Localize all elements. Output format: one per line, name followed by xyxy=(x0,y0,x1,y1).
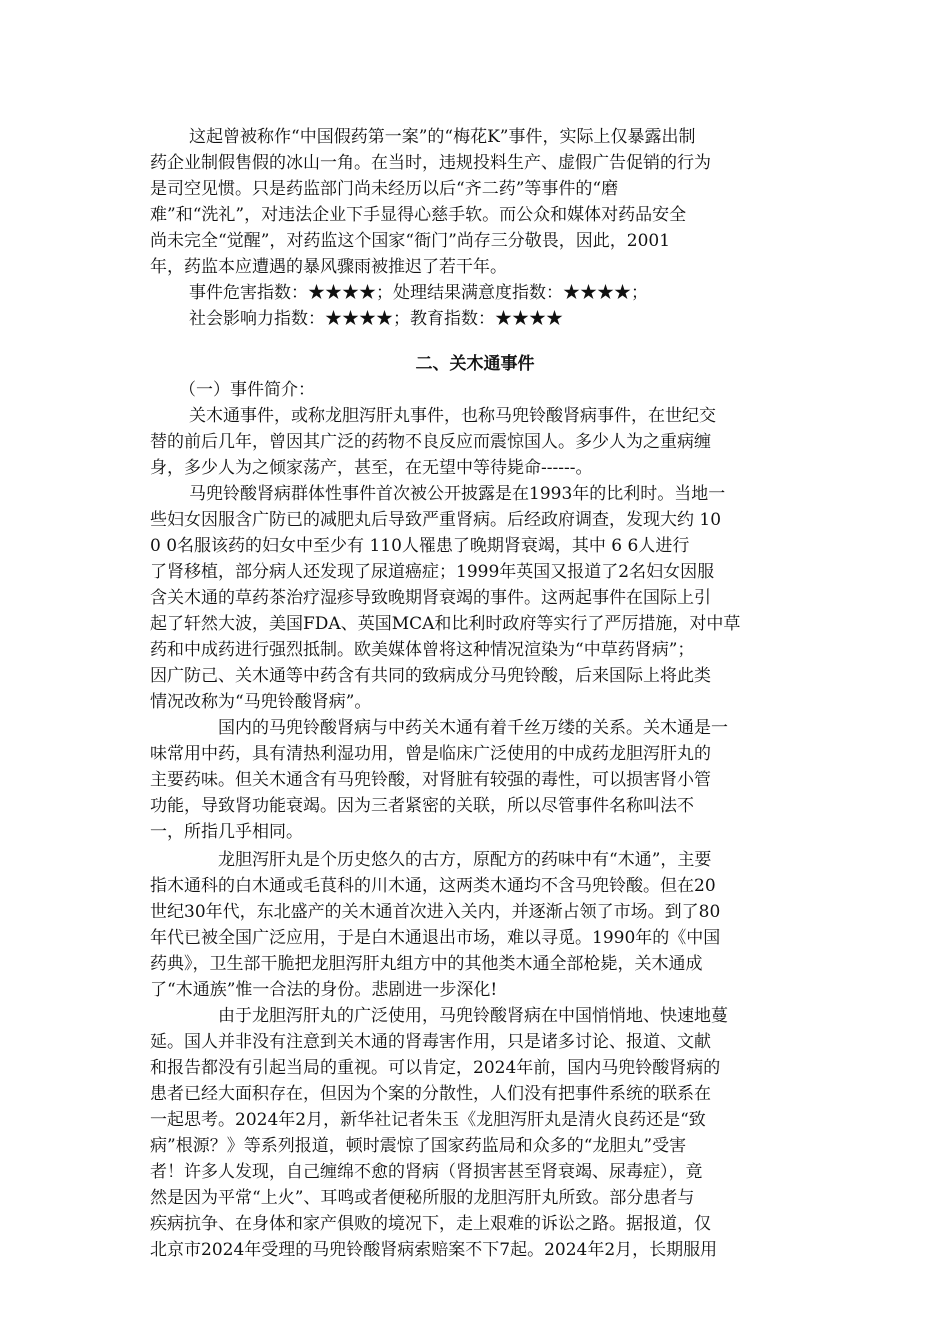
paragraph-line: 主要药味。但关木通含有马兜铃酸，对肾脏有较强的毒性，可以损害肾小管 xyxy=(150,770,711,790)
paragraph-line: 患者已经大面积存在，但因为个案的分散性，人们没有把事件系统的联系在 xyxy=(150,1084,711,1104)
paragraph-line: 和报告都没有引起当局的重视。可以肯定，2024年前，国内马兜铃酸肾病的 xyxy=(150,1058,721,1078)
paragraph-line: 龙胆泻肝丸是个历史悠久的古方，原配方的药味中有“木通”，主要 xyxy=(218,850,712,870)
paragraph-line: 然是因为平常“上火”、耳鸣或者便秘所服的龙胆泻肝丸所致。部分患者与 xyxy=(150,1188,695,1208)
paragraph-line: 因广防己、关木通等中药含有共同的致病成分马兜铃酸，后来国际上将此类 xyxy=(150,666,711,686)
paragraph-line: 难”和“洗礼”，对违法企业下手显得心慈手软。而公众和媒体对药品安全 xyxy=(150,205,687,225)
paragraph-line: 药典》，卫生部干脆把龙胆泻肝丸组方中的其他类木通全部枪毙，关木通成 xyxy=(150,954,703,974)
paragraph-line: 马兜铃酸肾病群体性事件首次被公开披露是在1993年的比利时。当地一 xyxy=(189,484,726,504)
rating-line-2: 社会影响力指数：★★★★；教育指数：★★★★ xyxy=(189,309,563,329)
paragraph-line: 含关木通的草药茶治疗湿疹导致晚期肾衰竭的事件。这两起事件在国际上引 xyxy=(150,588,711,608)
paragraph-line: 情况改称为“马兜铃酸肾病”。 xyxy=(150,692,372,712)
paragraph-line: 年，药监本应遭遇的暴风骤雨被推迟了若干年。 xyxy=(150,257,507,277)
paragraph-line: 关木通事件，或称龙胆泻肝丸事件，也称马兜铃酸肾病事件，在世纪交 xyxy=(189,406,716,426)
paragraph-line: 疾病抗争、在身体和家产俱败的境况下，走上艰难的诉讼之路。据报道，仅 xyxy=(150,1214,711,1234)
paragraph-line: 一起思考。2024年2月，新华社记者朱玉《龙胆泻肝丸是清火良药还是“致 xyxy=(150,1110,706,1130)
paragraph-line: 世纪30年代，东北盛产的关木通首次进入关内，并逐渐占领了市场。到了80 xyxy=(150,902,721,922)
rating-line-1: 事件危害指数：★★★★；处理结果满意度指数：★★★★； xyxy=(189,283,648,303)
paragraph-line: 北京市2024年受理的马兜铃酸肾病索赔案不下7起。2024年2月，长期服用 xyxy=(150,1240,718,1260)
paragraph-line: 是司空见惯。只是药监部门尚未经历以后“齐二药”等事件的“磨 xyxy=(150,179,619,199)
paragraph-line: 些妇女因服含广防已的减肥丸后导致严重肾病。后经政府调查，发现大约 10 xyxy=(150,510,722,530)
paragraph-line: 替的前后几年，曾因其广泛的药物不良反应而震惊国人。多少人为之重病缠 xyxy=(150,432,711,452)
paragraph-line: 这起曾被称作“中国假药第一案”的“梅花K”事件，实际上仅暴露出制 xyxy=(189,127,696,147)
paragraph-line: 者！许多人发现，自己缠绵不愈的肾病（肾损害甚至肾衰竭、尿毒症），竟 xyxy=(150,1162,703,1182)
paragraph-line: 身，多少人为之倾家荡产，甚至，在无望中等待毙命------。 xyxy=(150,458,593,478)
paragraph-line: 由于龙胆泻肝丸的广泛使用，马兜铃酸肾病在中国悄悄地、快速地蔓 xyxy=(218,1006,728,1026)
paragraph-line: 一，所指几乎相同。 xyxy=(150,822,303,842)
paragraph-line: 了“木通族”惟一合法的身份。悲剧进一步深化! xyxy=(150,980,498,1000)
paragraph-line: 功能，导致肾功能衰竭。因为三者紧密的关联，所以尽管事件名称叫法不 xyxy=(150,796,694,816)
section-title: 二、关木通事件 xyxy=(415,354,535,374)
paragraph-line: 起了轩然大波，美国FDA、英国MCA和比利时政府等实行了严厉措施，对中草 xyxy=(150,614,741,634)
paragraph-line: 药企业制假售假的冰山一角。在当时，违规投料生产、虚假广告促销的行为 xyxy=(150,153,711,173)
paragraph-line: 年代已被全国广泛应用，于是白木通退出市场，难以寻觅。1990年的《中国 xyxy=(150,928,721,948)
subsection-title: （一）事件简介： xyxy=(179,380,315,400)
paragraph-line: 尚未完全“觉醒”，对药监这个国家“衙门”尚存三分敬畏，因此，2001 xyxy=(150,231,671,251)
paragraph-line: 味常用中药，具有清热利湿功用，曾是临床广泛使用的中成药龙胆泻肝丸的 xyxy=(150,744,711,764)
paragraph-line: 病”根源？》等系列报道，顿时震惊了国家药监局和众多的“龙胆丸”受害 xyxy=(150,1136,687,1156)
paragraph-line: 指木通科的白木通或毛茛科的川木通，这两类木通均不含马兜铃酸。但在20 xyxy=(150,876,716,896)
paragraph-line: 0 0名服该药的妇女中至少有 110人罹患了晚期肾衰竭，其中 6 6人进行 xyxy=(150,536,690,556)
paragraph-line: 了肾移植，部分病人还发现了尿道癌症；1999年英国又报道了2名妇女因服 xyxy=(150,562,715,582)
paragraph-line: 国内的马兜铃酸肾病与中药关木通有着千丝万缕的关系。关木通是一 xyxy=(218,718,728,738)
paragraph-line: 延。国人并非没有注意到关木通的肾毒害作用，只是诸多讨论、报道、文献 xyxy=(150,1032,711,1052)
paragraph-line: 药和中成药进行强烈抵制。欧美媒体曾将这种情况渲染为“中草药肾病”； xyxy=(150,640,695,660)
